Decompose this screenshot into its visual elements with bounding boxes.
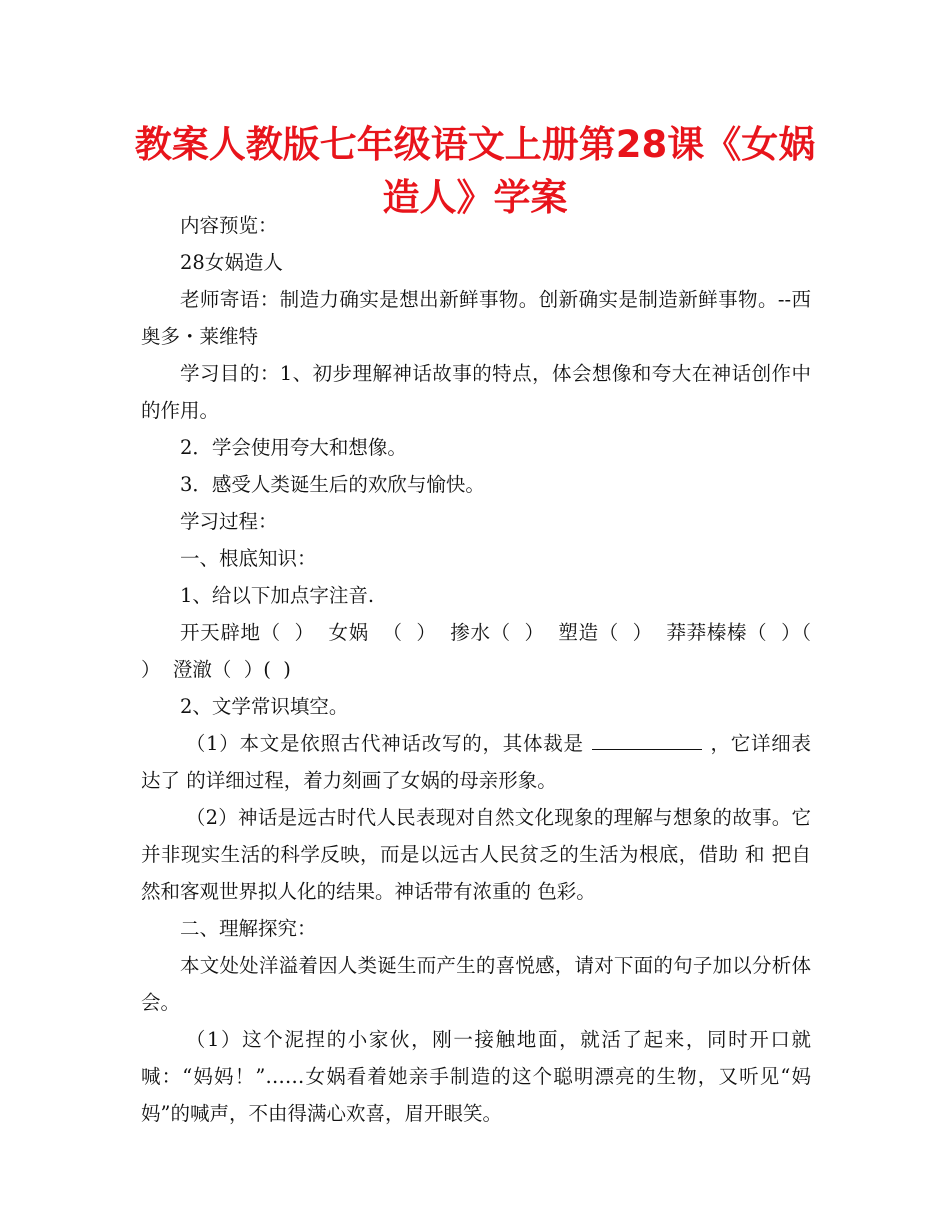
question-2-prompt: 2、文学常识填空。: [180, 695, 349, 718]
learning-process-heading: 学习过程：: [180, 510, 278, 533]
title-line-1: 教案人教版七年级语文上册第28课《女娲: [134, 123, 816, 166]
section-2-heading: 二、理解探究：: [180, 917, 317, 940]
fill-blank-question-1: [141, 725, 811, 799]
section-2-instruction: 本文处处洋溢着因人类诞生而产生的喜悦感，请对下面的句子加以分析体会。: [141, 954, 811, 1014]
answer-blank[interactable]: [592, 731, 702, 750]
title-line-2: 造人》学案: [382, 176, 568, 219]
document-body: [141, 207, 824, 1132]
pinyin-exercise: 开天辟地（ ） 女娲 （ ） 掺水（ ） 塑造（ ） 莽莽榛榛（ ）（ ） 澄澈（ ）( ): [141, 621, 824, 681]
teacher-message: 老师寄语：制造力确实是想出新鲜事物。创新确实是制造新鲜事物。--西奥多・莱维特: [141, 288, 811, 348]
learning-goal-3: 3．感受人类诞生后的欢欣与愉快。: [180, 473, 485, 496]
fill-blank-after: ，它详细表达了 的详细过程，着力刻画了女娲的母亲形象。: [141, 732, 811, 792]
analysis-sentence-1: （1）这个泥捏的小家伙，刚一接触地面，就活了起来，同时开口就喊：“妈妈！”……女娲看着她亲手制造的这个聪明漂亮的生物，又听见“妈妈”的喊声，不由得满心欢喜，眉开眼笑。: [141, 1028, 811, 1125]
fill-blank-before: （1）本文是依照古代神话改写的，其体裁是: [185, 732, 584, 755]
question-1-prompt: 1、给以下加点字注音.: [180, 584, 375, 607]
content-preview-label: 内容预览：: [180, 214, 278, 237]
learning-goal-2: 2．学会使用夸大和想像。: [180, 436, 407, 459]
lesson-heading: 28女娲造人: [180, 251, 283, 274]
fill-blank-question-2: （2）神话是远古时代人民表现对自然文化现象的理解与想象的故事。它并非现实生活的科学反映，而是以远古人民贫乏的生活为根底，借助 和 把自然和客观世界拟人化的结果。神话带有浓重的 色彩。: [141, 806, 811, 903]
section-1-heading: 一、根底知识：: [180, 547, 317, 570]
learning-goal-1: 学习目的：1、初步理解神话故事的特点，体会想像和夸大在神话创作中的作用。: [141, 362, 811, 422]
